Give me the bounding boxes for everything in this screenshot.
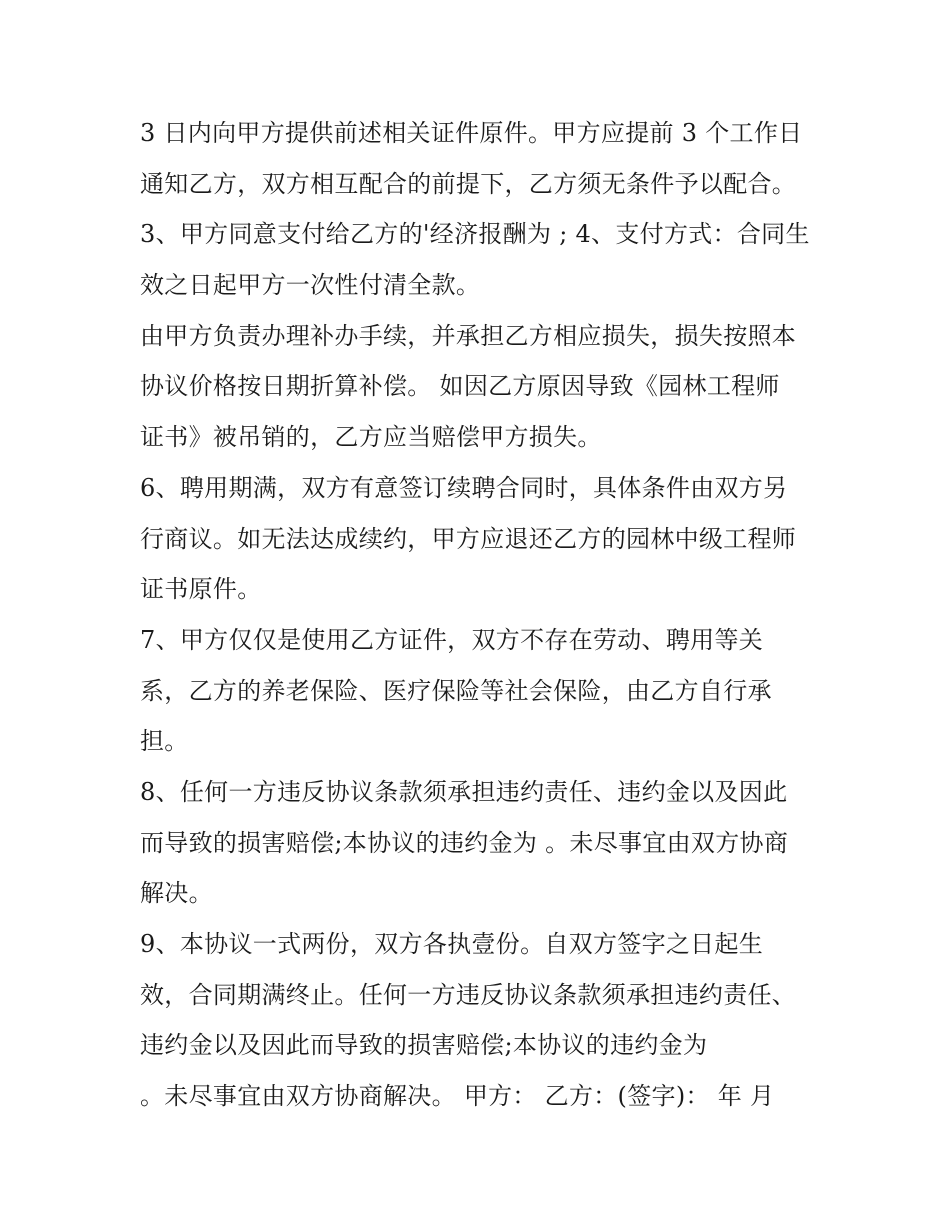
clause-3-line: 3、甲方同意支付给乙方的'经济报酬为 ; 4、支付方式：合同生 xyxy=(140,220,810,249)
text-line: 解决。 xyxy=(140,879,213,908)
contract-text-body xyxy=(140,108,830,1122)
clause-9-line: 9、本协议一式两份，双方各执壹份。自双方签字之日起生 xyxy=(140,930,764,958)
text-line: 效，合同期满终止。任何一方违反协议条款须承担违约责任、 xyxy=(140,980,797,1009)
text-line: 效之日起甲方一次性付清全款。 xyxy=(140,271,481,300)
text-line: 通知乙方，双方相互配合的前提下，乙方须无条件予以配合。 xyxy=(140,169,797,198)
signature-line: 。未尽事宜由双方协商解决。 甲方： 乙方：(签字)： 年 月 xyxy=(140,1082,775,1111)
text-line: 系，乙方的养老保险、医疗保险等社会保险，由乙方自行承 xyxy=(140,676,772,705)
text-line: 行商议。如无法达成续约，甲方应退还乙方的园林中级工程师 xyxy=(140,524,797,553)
text-line: 而导致的损害赔偿;本协议的违约金为 。未尽事宜由双方协商 xyxy=(140,828,789,857)
text-line: 证书原件。 xyxy=(140,575,262,604)
text-line: 违约金以及因此而导致的损害赔偿;本协议的违约金为 xyxy=(140,1031,708,1060)
text-line: 担。 xyxy=(140,727,189,756)
clause-6-line: 6、聘用期满，双方有意签订续聘合同时，具体条件由双方另 xyxy=(140,473,788,502)
clause-8-line: 8、任何一方违反协议条款须承担违约责任、违约金以及因此 xyxy=(140,777,788,806)
text-line: 由甲方负责办理补办手续，并承担乙方相应损失，损失按照本 xyxy=(140,321,797,350)
clause-7-line: 7、甲方仅仅是使用乙方证件，双方不存在劳动、聘用等关 xyxy=(140,625,764,654)
text-line: 协议价格按日期折算补偿。 如因乙方原因导致《园林工程师 xyxy=(140,372,780,401)
text-line: 3 日内向甲方提供前述相关证件原件。甲方应提前 3 个工作日 xyxy=(140,119,803,147)
text-line: 证书》被吊销的，乙方应当赔偿甲方损失。 xyxy=(140,423,602,452)
